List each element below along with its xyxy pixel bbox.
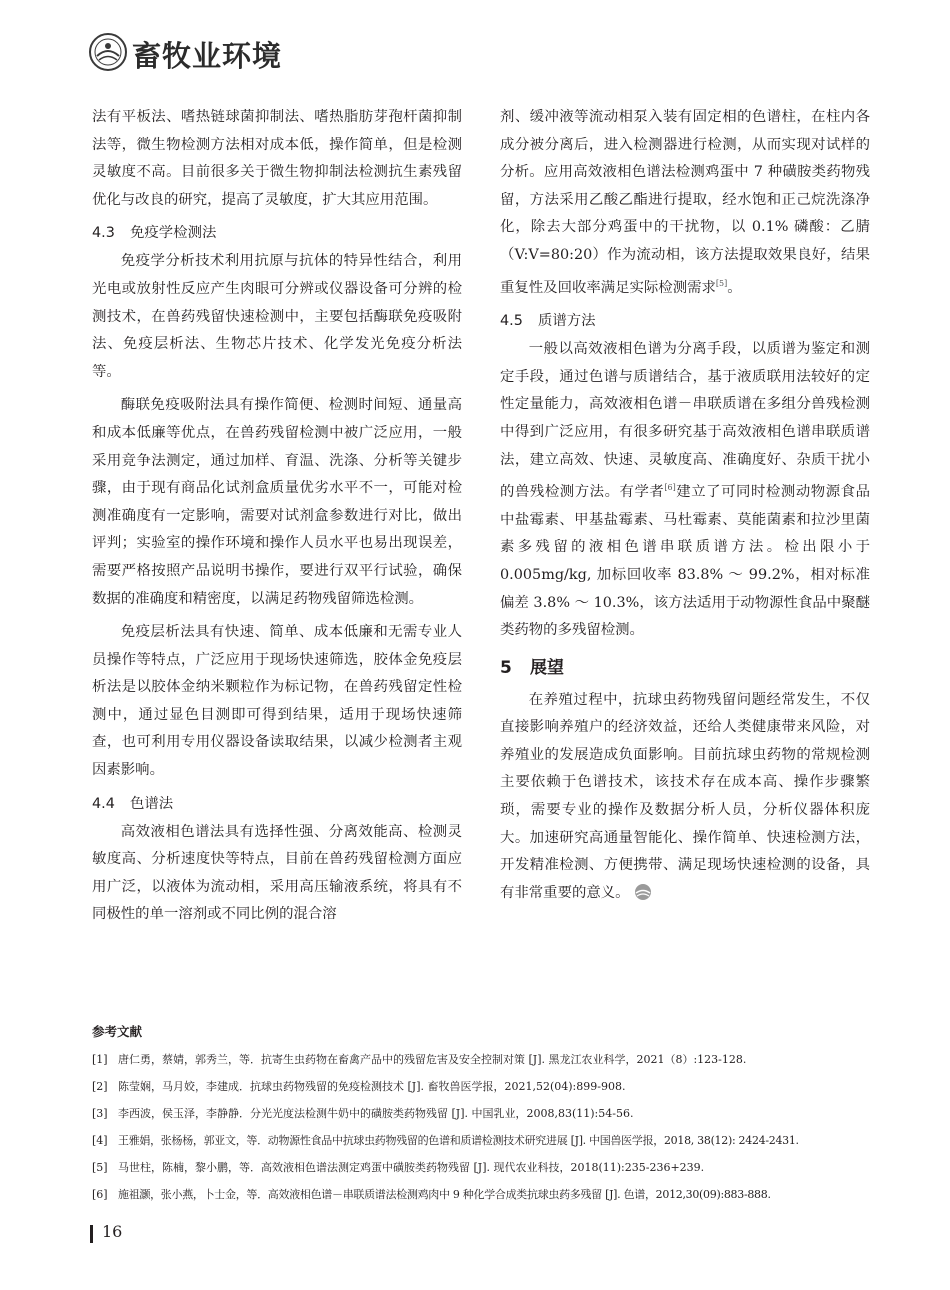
left-column [92,104,462,935]
citation: [6] [664,483,676,493]
reference-number: [5] [92,1161,108,1174]
reference-item [92,1046,892,1073]
references [92,1022,892,1208]
journal-title: 畜牧业环境 [132,39,283,73]
section-number: 4.4 [92,795,115,812]
paragraph: 法有平板法、嗜热链球菌抑制法、嗜热脂肪芽孢杆菌抑制法等，微生物检测方法相对成本低，操作简单，但是检测灵敏度不高。目前很多关于微生物抑制法检测抗生素残留优化与改良的研究，提高了灵敏度，扩大其应用范围。 [92,109,462,208]
references-title: 参考文献 [92,1024,143,1039]
reference-text: 李西波，侯玉泽，李静静．分光光度法检测牛奶中的磺胺类药物残留 [J]. 中国乳业，2008,83(11):54-56. [118,1107,634,1120]
section-title: 免疫学检测法 [130,225,217,242]
paragraph [500,336,870,645]
section-title: 质谱方法 [538,313,596,330]
reference-number: [6] [92,1188,108,1201]
paragraph: 酶联免疫吸附法具有操作简便、检测时间短、通量高和成本低廉等优点，在兽药残留检测中被广泛应用，一般采用竞争法测定，通过加样、育温、洗涤、分析等关键步骤，由于现有商品化试剂盒质量优劣水平不一，可能对检测准确度有一定影响，需要对试剂盒参数进行对比，做出评判；实验室的操作环境和操作人员水平也易出现误差，需要严格按照产品说明书操作，要进行双平行试验，确保数据的准确度和精密度，以满足药物残留筛选检测。 [92,397,462,607]
reference-text: 施祖灏，张小燕，卜士金，等．高效液相色谱－串联质谱法检测鸡肉中 9 种化学合成类抗球虫药多残留 [J]. 色谱，2012,30(09):883-888. [118,1188,771,1201]
journal-end-mark-icon [634,883,652,901]
reference-number: [1] [92,1053,108,1066]
page-number: 16 [102,1222,123,1241]
reference-number: [4] [92,1134,108,1147]
reference-text: 陈莹娴，马月姣，李建成．抗球虫药物残留的免疫检测技术 [J]. 畜牧兽医学报，2021,52(04):899-908. [118,1080,626,1093]
paragraph: 免疫层析法具有快速、简单、成本低廉和无需专业人员操作等特点，广泛应用于现场快速筛选，胶体金免疫层析法是以胶体金纳米颗粒作为标记物，在兽药残留定性检测中，通过显色目测即可得到结果，适用于现场快速筛查，也可利用专用仪器设备读取结果，以减少检测者主观因素影响。 [92,624,462,779]
paragraph: 高效液相色谱法具有选择性强、分离效能高、检测灵敏度高、分析速度快等特点，目前在兽药残留检测方面应用广泛，以液体为流动相，采用高压输液系统，将具有不同极性的单一溶剂或不同比例的混合溶 [92,823,462,923]
paragraph: 免疫学分析技术利用抗原与抗体的特异性结合，利用光电或放射性反应产生肉眼可分辨或仪器设备可分辨的检测技术，在兽药残留快速检测中，主要包括酶联免疫吸附法、免疫层析法、生物芯片技术、化学发光免疫分析法等。 [92,253,462,380]
paragraph [500,687,870,908]
section-heading-4-5 [500,308,870,334]
reference-text: 唐仁勇，蔡婧，郭秀兰，等．抗寄生虫药物在畜禽产品中的残留危害及安全控制对策 [J]. 黑龙江农业科学，2021（8）:123-128. [118,1053,747,1066]
section-heading-4-3 [92,220,462,246]
footer-bar [90,1225,93,1243]
section-title: 色谱法 [130,795,174,812]
reference-text: 王雅娟，张杨杨，郭亚文，等．动物源性食品中抗球虫药物残留的色谱和质谱检测技术研究进展 [J]. 中国兽医学报，2018, 38(12): 2424-2431. [118,1134,799,1147]
reference-item [92,1073,892,1100]
paragraph [500,104,870,302]
journal-seal-icon [88,32,128,72]
paragraph-text: 建立了可同时检测动物源食品中盐霉素、甲基盐霉素、马杜霉素、莫能菌素和拉沙里菌素多残留的液相色谱串联质谱方法。检出限小于 0.005mg/kg, 加标回收率 83.8% ～ 99.2%，相对标准偏差 3.8% ～ 10.3%，该方法适用于动物源性食品中聚醚类药物的多残留检测。 [500,484,870,639]
paragraph-text: 。 [727,279,742,296]
reference-item [92,1100,892,1127]
reference-item [92,1181,892,1208]
reference-item [92,1127,892,1154]
section-number: 4.5 [500,313,523,330]
reference-number: [2] [92,1080,108,1093]
paragraph-text: 一般以高效液相色谱为分离手段，以质谱为鉴定和测定手段，通过色谱与质谱结合，基于液质联用法较好的定性定量能力，高效液相色谱－串联质谱在多组分兽残检测中得到广泛应用，有很多研究基于高效液相色谱串联质谱法，建立高效、快速、灵敏度高、准确度好、杂质干扰小的兽残检测方法。有学者 [500,341,870,501]
reference-number: [3] [92,1107,108,1120]
section-number: 5 [500,657,512,678]
reference-item [92,1154,892,1181]
reference-text: 马世柱，陈楠，黎小鹏，等．高效液相色谱法测定鸡蛋中磺胺类药物残留 [J]. 现代农业科技，2018(11):235-236+239. [118,1161,705,1174]
right-column [500,104,870,913]
paragraph-text: 剂、缓冲液等流动相泵入装有固定相的色谱柱，在柱内各成分被分离后，进入检测器进行检测，从而实现对试样的分析。应用高效液相色谱法检测鸡蛋中 7 种磺胺类药物残留，方法采用乙酸乙酯进行提取，经水饱和正己烷洗涤净化，除去大部分鸡蛋中的干扰物，以 0.1% 磷酸：乙腈（V:V=80:20）作为流动相，该方法提取效果良好，结果重复性及回收率满足实际检测需求 [500,109,870,296]
journal-header [88,30,348,76]
paragraph-text: 在养殖过程中，抗球虫药物残留问题经常发生，不仅直接影响养殖户的经济效益，还给人类健康带来风险，对养殖业的发展造成负面影响。目前抗球虫药物的常规检测主要依赖于色谱技术，该技术存在成本高、操作步骤繁琐，需要专业的操作及数据分析人员，分析仪器体积庞大。加速研究高通量智能化、操作简单、快速检测方法，开发精准检测、方便携带、满足现场快速检测的设备，具有非常重要的意义。 [500,691,870,901]
section-heading-5 [500,653,870,683]
section-title: 展望 [530,657,564,678]
citation: [5] [715,278,728,288]
section-number: 4.3 [92,225,115,242]
section-heading-4-4 [92,791,462,817]
